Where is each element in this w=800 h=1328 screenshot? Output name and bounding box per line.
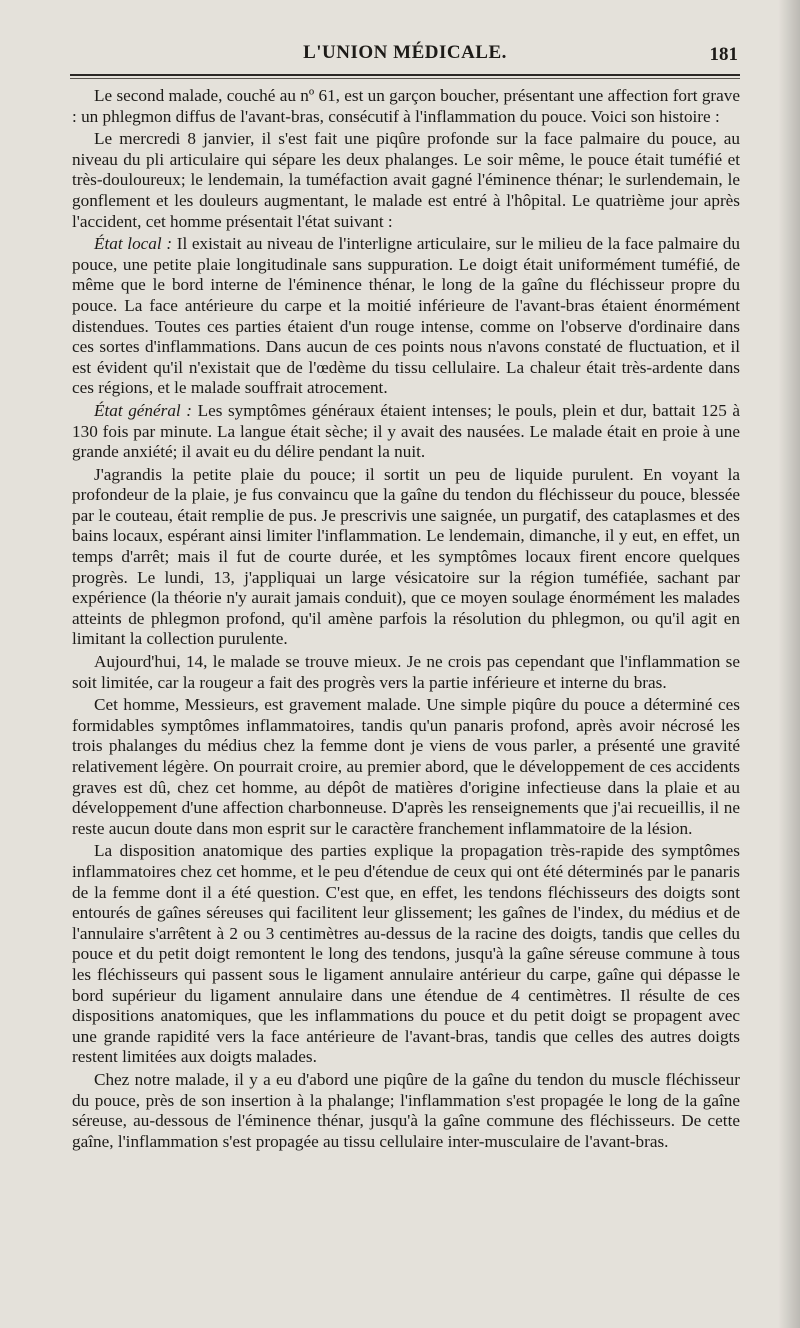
paragraph: La disposition anatomique des parties explique la propagation très-rapide des symptômes inflammatoires chez cet homme, et le peu d'étendue de ceux qui ont été déterminés par le panaris de la femme dont il a été question. C'est que, en effet, les tendons fléchisseurs des doigts sont entourés de gaînes séreuses qui facilitent leur glissement; les gaînes de l'index, du médius et de l'annulaire s'arrêtent à 2 ou 3 centimètres au-dessus de la racine des doigts, tandis que celles du pouce et du petit doigt remontent le long des tendons, jusqu'à la gaîne séreuse commune à tous les fléchisseurs qui passent sous le ligament annulaire antérieur du carpe, gaîne qui dépasse le bord supérieur du ligament annulaire dans une étendue de 4 centimètres. Il résulte de ces dispositions anatomiques, que les inflammations du pouce et du petit doigt se propagent avec une grande rapidité vers la face antérieure de l'avant-bras, tandis que celles des autres doigts restent limitées aux doigts malades. xyxy=(72,841,740,1067)
paragraph-lead: État général : xyxy=(94,400,192,420)
running-title: L'UNION MÉDICALE. xyxy=(303,42,507,63)
page-number: 181 xyxy=(709,44,738,65)
running-header xyxy=(66,40,744,74)
paragraph-lead: État local : xyxy=(94,234,173,254)
paragraph: Aujourd'hui, 14, le malade se trouve mieux. Je ne crois pas cependant que l'inflammation se soit limitée, car la rougeur a fait des progrès vers la partie inférieure et interne du bras. xyxy=(72,652,740,692)
paragraph: Le second malade, couché au nº 61, est un garçon boucher, présentant une affection fort grave : un phlegmon diffus de l'avant-bras, consécutif à l'inflammation du pouce. Voici son histoire : xyxy=(72,86,740,126)
paragraph: Le mercredi 8 janvier, il s'est fait une piqûre profonde sur la face palmaire du pouce, au niveau du pli articulaire qui sépare les deux phalanges. Le soir même, le pouce était tuméfié et très-douloureux; le lendemain, la tuméfaction avait gagné l'éminence thénar; le surlendemain, le gonflement et les douleurs augmentant, le malade est entré à l'hôpital. Le quatrième jour après l'accident, cet homme présentait l'état suivant : xyxy=(72,129,740,231)
paragraph: Chez notre malade, il y a eu d'abord une piqûre de la gaîne du tendon du muscle fléchisseur du pouce, près de son insertion à la phalange; l'inflammation s'est propagée le long de la gaîne séreuse, au-dessous de l'éminence thénar, jusqu'à la gaîne commune des fléchisseurs. De cette gaîne, l'inflammation s'est propagée au tissu cellulaire inter-musculaire de l'avant-bras. xyxy=(72,1069,740,1151)
header-rule-thin xyxy=(70,78,740,79)
paragraph: Cet homme, Messieurs, est gravement malade. Une simple piqûre du pouce a déterminé ces formidables symptômes inflammatoires, tandis qu'un panaris profond, après avoir nécrosé les trois phalanges du médius chez la femme dont je viens de vous parler, a présenté une gravité relativement légère. On pourrait croire, au premier abord, que le développement de ces accidents graves est dû, chez cet homme, au dépôt de matières d'origine infectieuse dans la plaie et au développement d'une affection charbonneuse. D'après les renseignements que j'ai recueillis, il ne reste aucun doute dans mon esprit sur le caractère franchement inflammatoire de la lésion. xyxy=(72,695,740,838)
paragraph: J'agrandis la petite plaie du pouce; il sortit un peu de liquide purulent. En voyant la profondeur de la plaie, je fus convaincu que la gaîne du tendon du fléchisseur du pouce, blessée par le couteau, était remplie de pus. Je prescrivis une saignée, un purgatif, des cataplasmes et des bains locaux, espérant ainsi limiter l'inflammation. Le lendemain, dimanche, il y eut, en effet, un temps d'arrêt; mais il fut de courte durée, et les symptômes locaux firent encore quelques progrès. Le lundi, 13, j'appliquai un large vésicatoire sur la région tuméfiée, sachant par expérience (la théorie n'y aurait jamais conduit), que ce moyen soulage énormément les malades atteints de phlegmon profond, qu'il amène parfois la résolution du phlegmon, ou qu'il agit en limitant la collection purulente. xyxy=(72,464,740,649)
paragraph: État local : Il existait au niveau de l'interligne articulaire, sur le milieu de la face palmaire du pouce, une petite plaie longitudinale sans suppuration. Le doigt était uniformément tuméfié, de même que le bord interne de l'éminence thénar, le long de la gaîne du fléchisseur propre du pouce. La face antérieure du carpe et la moitié inférieure de l'avant-bras étaient énormément distendues. Toutes ces parties étaient d'un rouge intense, comme on l'observe d'ordinaire dans ces sortes d'inflammations. Dans aucun de ces points nous n'avons constaté de fluctuation, et il est évident qu'il n'existait que de l'œdème du tissu cellulaire. La chaleur était très-ardente dans ces régions, et le malade souffrait atrocement. xyxy=(72,234,740,398)
header-rule xyxy=(70,74,740,76)
page-edge-shadow xyxy=(778,0,800,1328)
body-text xyxy=(72,86,740,1152)
paragraph: État général : Les symptômes généraux étaient intenses; le pouls, plein et dur, battait 125 à 130 fois par minute. La langue était sèche; il y avait des nausées. Le malade était en proie à une grande anxiété; il avait eu du délire pendant la nuit. xyxy=(72,400,740,462)
